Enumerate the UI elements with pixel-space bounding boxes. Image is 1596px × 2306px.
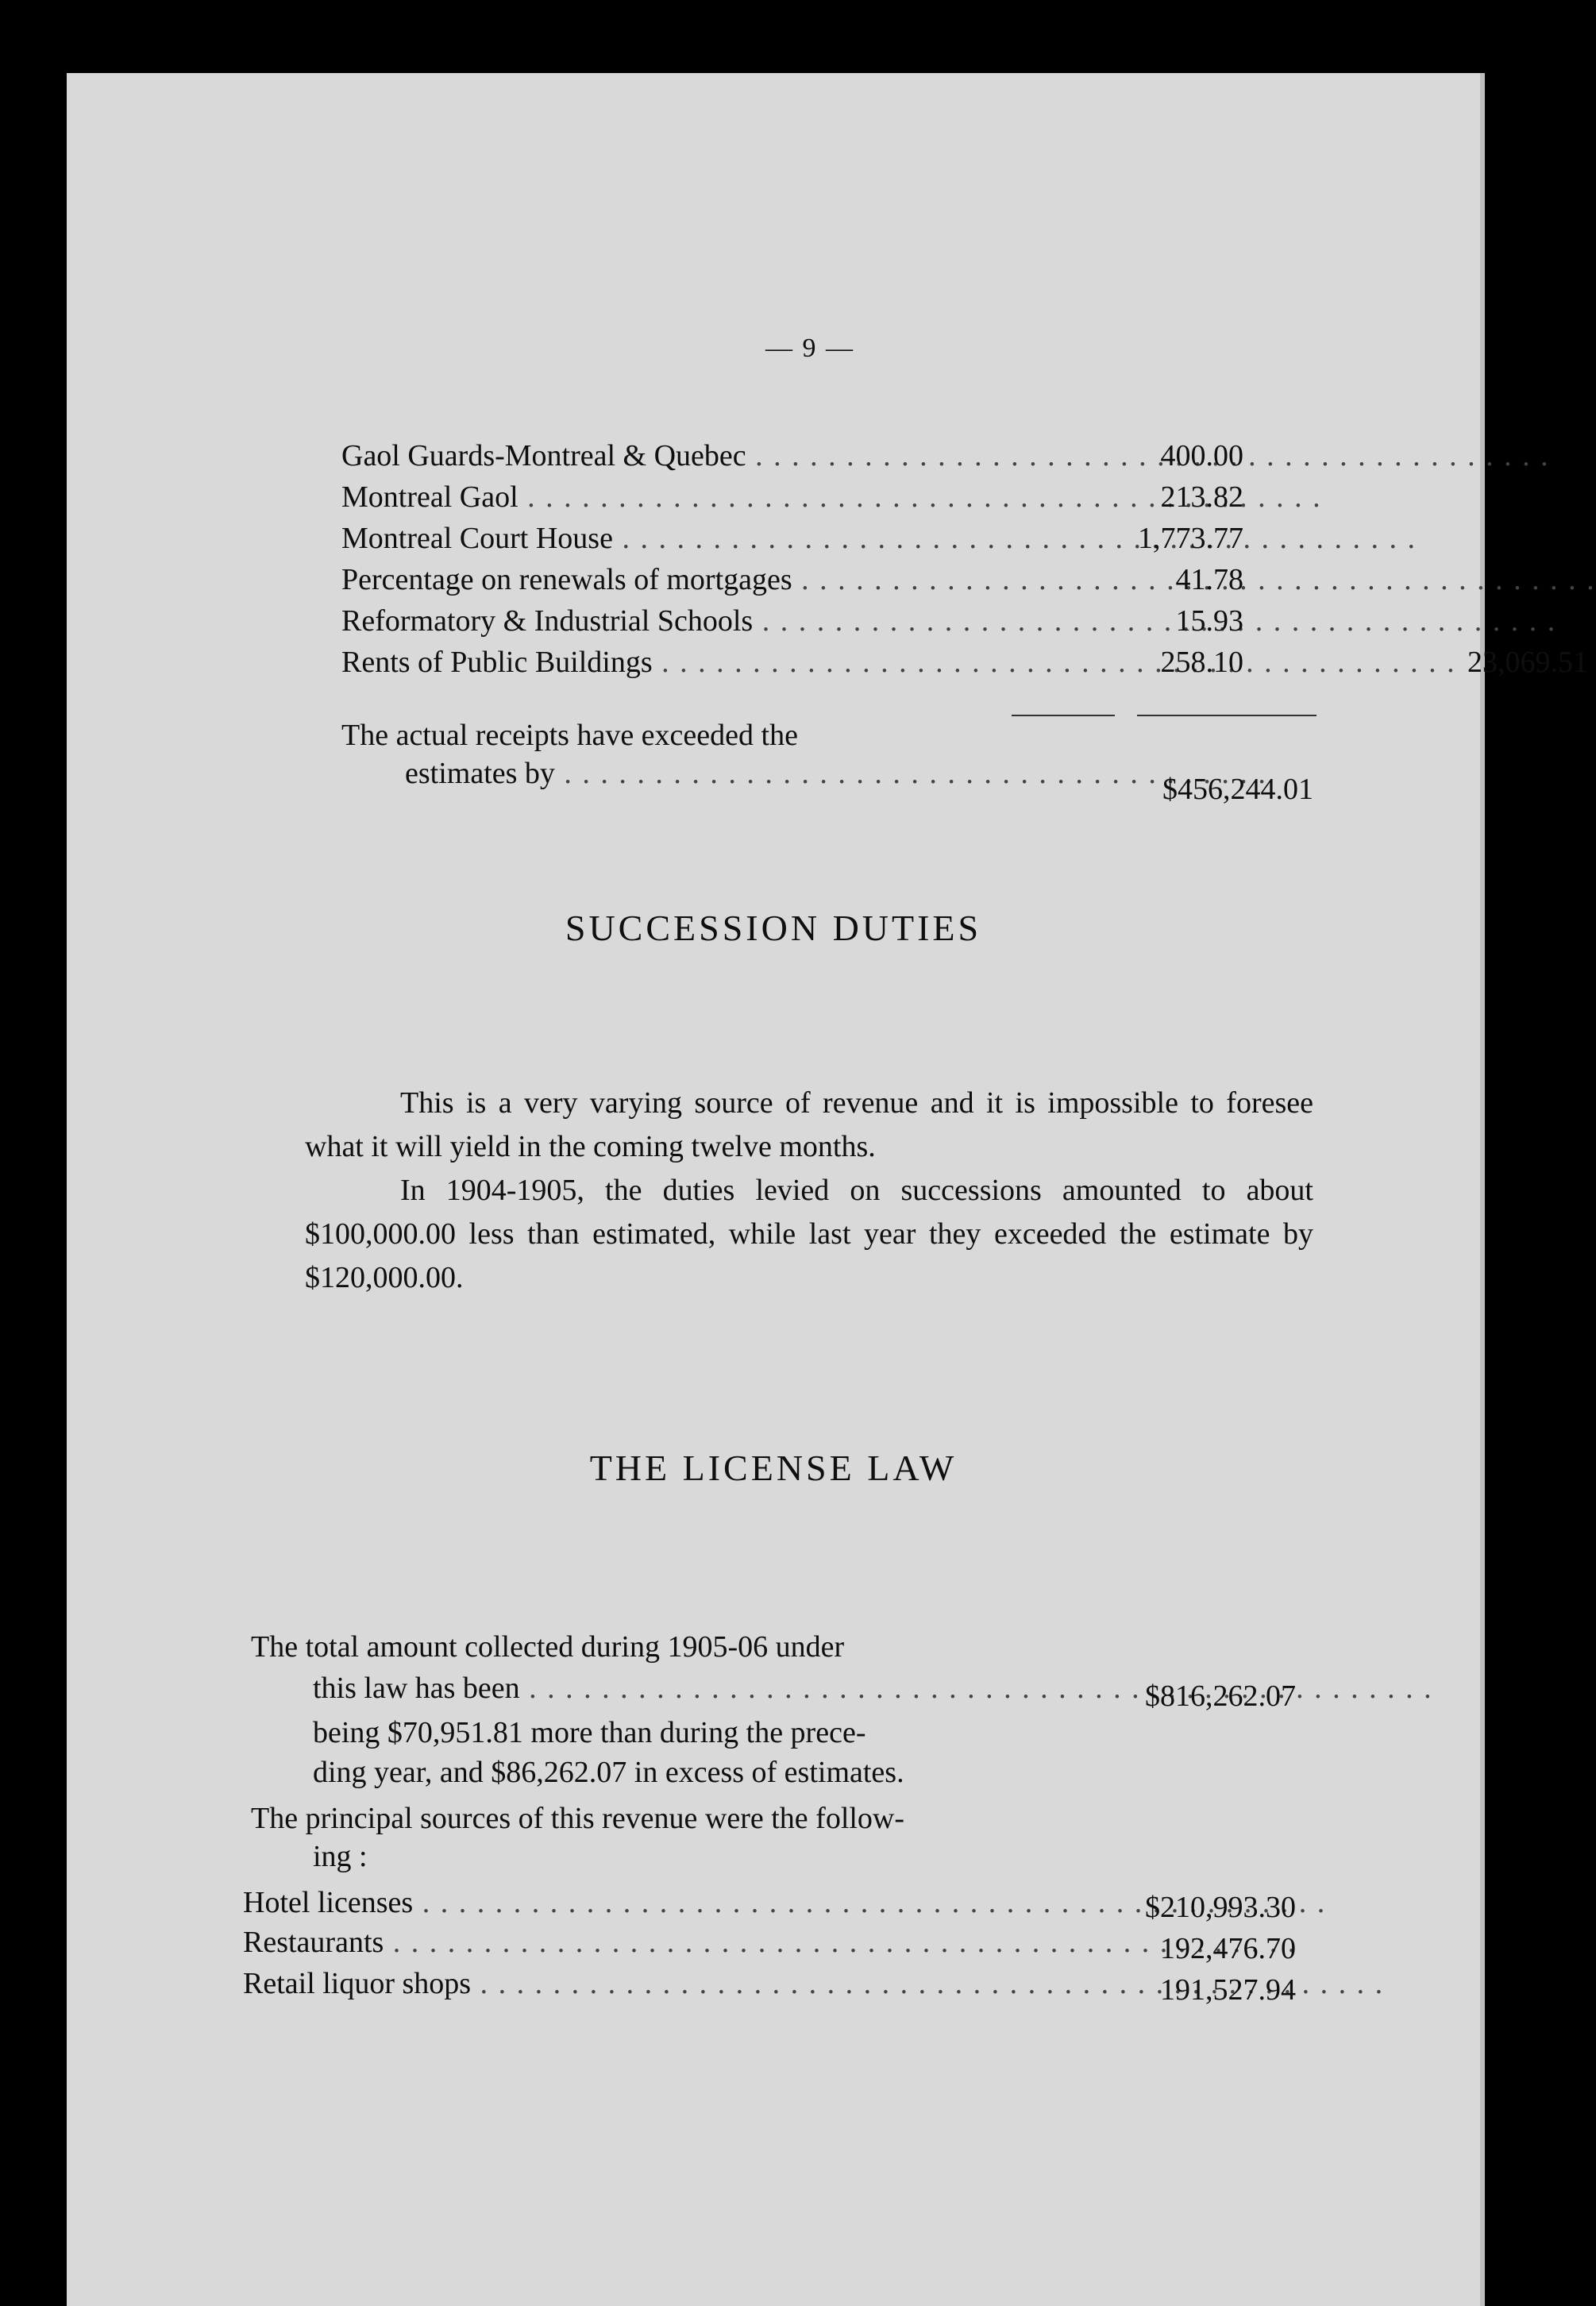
paragraph: In 1904-1905, the duties levied on successions amounted to about $100,000.00 less than estimated, while last year they exceeded the estimate by $120,000.00.	[305, 1174, 1313, 1294]
exceed-amount: $456,244.01	[1162, 773, 1313, 806]
license-text: ding year, and $86,262.07 in excess of estimates.	[313, 1756, 904, 1789]
ledger-amount: 258.10	[1160, 646, 1243, 679]
license-text: this law has been . . .	[313, 1671, 1004, 1706]
ledger-row	[341, 600, 1326, 642]
ledger-total: 23,069.51	[1467, 646, 1588, 679]
license-section	[243, 1629, 1307, 2106]
ledger-row	[341, 518, 1326, 559]
ledger-label: Percentage on renewals of mortgages . . .	[341, 559, 937, 600]
section-heading-license: THE LICENSE LAW	[589, 1448, 958, 1488]
ledger-label: Gaol Guards-Montreal & Quebec . . .	[341, 435, 937, 476]
section-heading-succession: SUCCESSION DUTIES	[565, 908, 982, 948]
page-number: — 9 —	[765, 334, 854, 363]
ledger-amount: 213.82	[1160, 480, 1243, 514]
license-text: ing :	[313, 1840, 368, 1873]
revenue-source-label: Retail liquor shops . . .	[243, 1966, 1085, 2001]
license-text: being $70,951.81 more than during the prece-	[313, 1716, 866, 1749]
exceed-text: The actual receipts have exceeded the	[341, 719, 798, 752]
ledger-label: Montreal Gaol . . .	[341, 476, 937, 518]
ledger-label: Rents of Public Buildings . . .	[341, 642, 937, 683]
rule-divider	[1137, 715, 1317, 716]
ledger-amount: 41.78	[1175, 563, 1243, 596]
license-text: The principal sources of this revenue were the follow-	[251, 1802, 905, 1835]
revenue-source-amount: 192,476.70	[1160, 1932, 1296, 1965]
ledger-row	[341, 476, 1326, 518]
succession-text	[305, 1082, 1313, 1300]
revenue-source-label: Hotel licenses . . .	[243, 1885, 1085, 1920]
document-page	[67, 73, 1588, 2306]
ledger-row	[341, 559, 1326, 600]
ledger-label: Reformatory & Industrial Schools . . .	[341, 600, 937, 642]
paragraph: This is a very varying source of revenue and it is impossible to foresee what it will yield in the coming twelve months.	[305, 1086, 1313, 1163]
revenue-source-label: Restaurants . . .	[243, 1925, 1085, 1960]
ledger-row	[341, 642, 1588, 683]
ledger-row	[341, 435, 1326, 476]
revenue-source-amount: $210,993.30	[1145, 1891, 1296, 1924]
revenue-source-amount: 191,527.94	[1160, 1973, 1296, 2007]
ledger-label: Montreal Court House . . .	[341, 518, 937, 559]
ledger-amount: 1,773.77	[1138, 522, 1243, 555]
license-total: $816,262.07	[1145, 1679, 1296, 1713]
receipts-ledger	[341, 435, 1588, 683]
sum-rules	[1012, 715, 1317, 718]
exceed-text-continued: estimates by . . .	[405, 756, 937, 791]
license-text: The total amount collected during 1905-06 under	[251, 1630, 845, 1664]
ledger-amount: 400.00	[1160, 439, 1243, 472]
ledger-amount: 15.93	[1175, 604, 1243, 638]
rule-divider	[1012, 715, 1115, 716]
